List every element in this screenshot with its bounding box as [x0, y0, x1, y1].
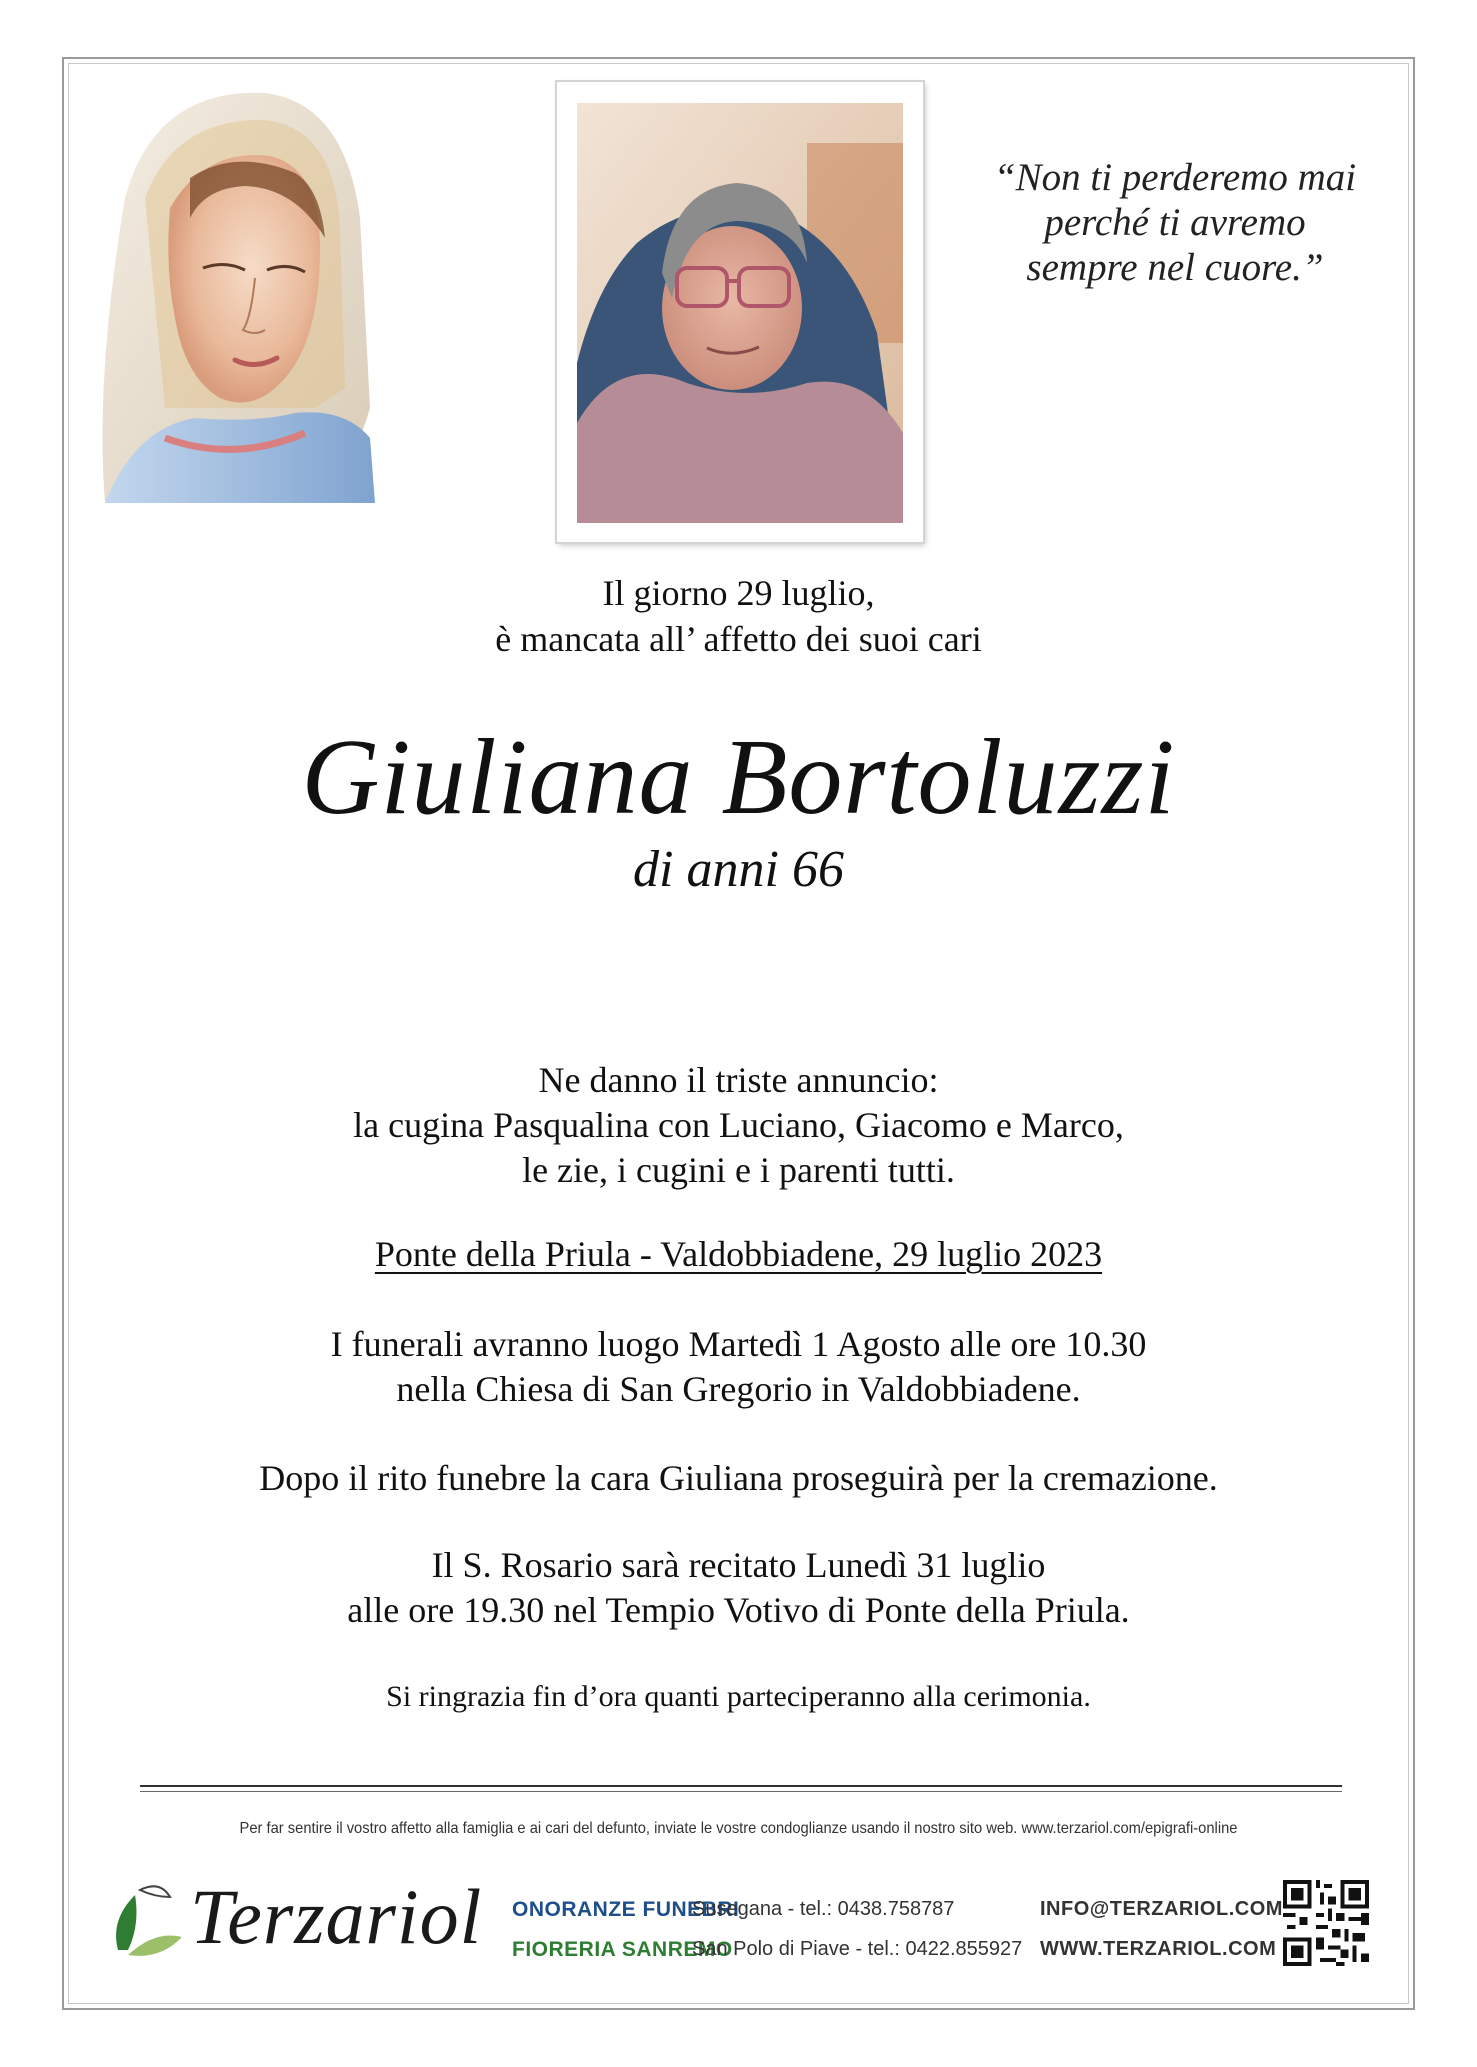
rosary-line: Il S. Rosario sarà recitato Lunedì 31 luglio	[431, 1545, 1046, 1585]
quote-line: perché ti avremo	[1044, 201, 1306, 244]
rosary-info	[0, 1543, 1477, 1633]
funeral-line: nella Chiesa di San Gregorio in Valdobbiadene.	[396, 1369, 1081, 1409]
footer-divider	[140, 1785, 1342, 1787]
website-link[interactable]: WWW.TERZARIOL.COM	[1040, 1938, 1277, 1960]
intro-line: è mancata all’ affetto dei suoi cari	[495, 619, 982, 659]
memorial-quote	[985, 155, 1365, 290]
portrait-photo	[577, 103, 903, 523]
thanks-text: Si ringrazia fin d’ora quanti parteciperanno alla cerimonia.	[386, 1680, 1091, 1713]
madonna-image	[95, 78, 380, 508]
cremation-info: Dopo il rito funebre la cara Giuliana proseguirà per la cremazione.	[259, 1458, 1218, 1498]
announcement-line: la cugina Pasqualina con Luciano, Giacomo e Marco,	[353, 1105, 1124, 1145]
email-link[interactable]: INFO@TERZARIOL.COM	[1040, 1898, 1283, 1920]
quote-line: “Non ti perderemo mai	[993, 156, 1357, 199]
intro-line: Il giorno 29 luglio,	[602, 573, 875, 613]
phone-san-polo: San Polo di Piave - tel.: 0422.855927	[692, 1938, 1023, 1960]
quote-line: sempre nel cuore.”	[1026, 246, 1324, 289]
brand-logo-text: Terzariol	[190, 1873, 483, 1960]
phone-susegana: Susegana - tel.: 0438.758787	[692, 1898, 955, 1920]
qr-code-icon[interactable]	[1283, 1880, 1369, 1966]
rosary-line: alle ore 19.30 nel Tempio Votivo di Ponte della Priula.	[347, 1590, 1130, 1630]
funeral-line: I funerali avranno luogo Martedì 1 Agosto alle ore 10.30	[330, 1324, 1147, 1364]
place-date-text: Ponte della Priula - Valdobbiadene, 29 luglio 2023	[374, 1234, 1103, 1274]
footer-divider-thin	[140, 1791, 1342, 1792]
condolences-note: Per far sentire il vostro affetto alla famiglia e ai cari del defunto, inviate le vostre condoglianze usando il nostro sito web. www.terzariol.com/epigrafi-online	[239, 1820, 1238, 1837]
service-florist-label: FIORERIA SANREMO	[512, 1938, 733, 1961]
announcement	[0, 1058, 1477, 1193]
intro-text	[0, 570, 1477, 662]
announcement-line: Ne danno il triste annuncio:	[538, 1060, 939, 1100]
deceased-age: di anni 66	[633, 841, 844, 898]
announcement-line: le zie, i cugini e i parenti tutti.	[522, 1150, 955, 1190]
portrait-frame	[557, 82, 923, 542]
service-funeral-label: ONORANZE FUNEBRI	[512, 1898, 740, 1921]
deceased-name: Giuliana Bortoluzzi	[301, 718, 1176, 837]
place-date	[0, 1232, 1477, 1277]
funeral-info	[0, 1322, 1477, 1412]
